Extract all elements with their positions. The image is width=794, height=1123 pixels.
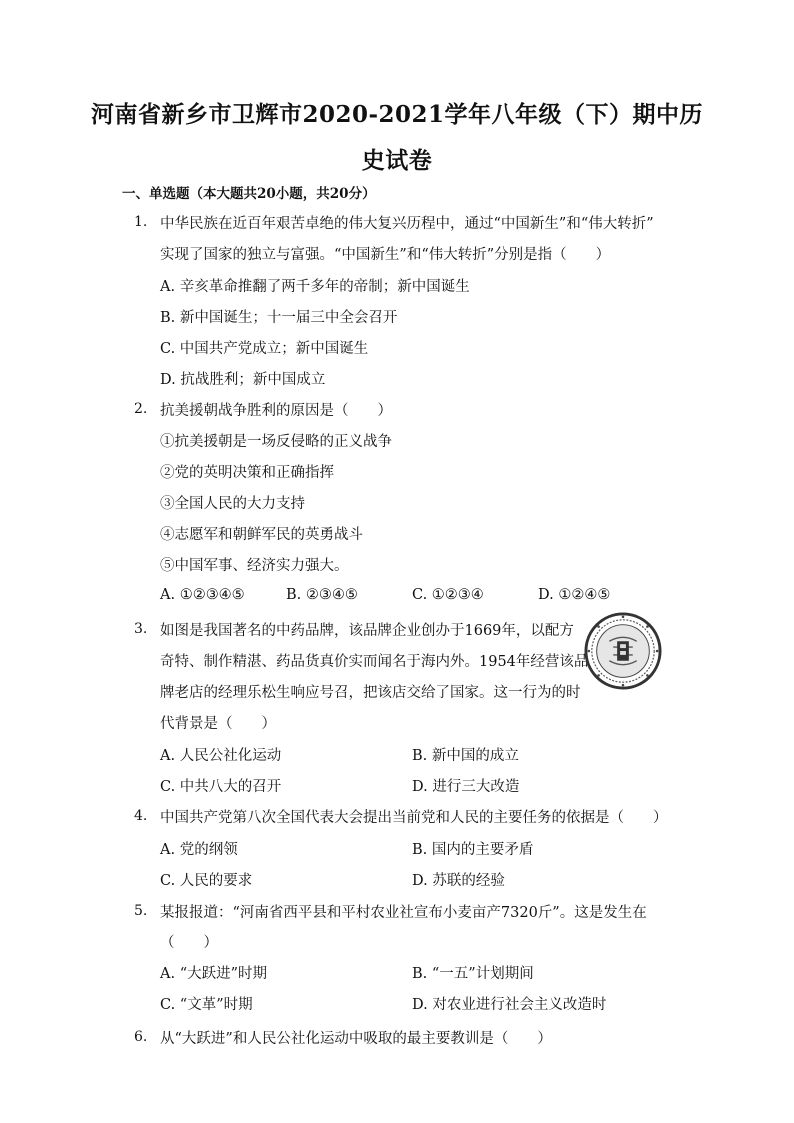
statement-item: ③全国人民的大力支持 (160, 496, 305, 512)
option-b: B. “一五”计划期间 (412, 966, 534, 982)
option-c: C. 中国共产党成立；新中国诞生 (160, 341, 369, 357)
question-text-line: 中国共产党第八次全国代表大会提出当前党和人民的主要任务的依据是（ ） (160, 810, 668, 826)
option-d: D. 苏联的经验 (412, 873, 505, 889)
question-number: 5. (134, 903, 148, 919)
option-d: D. ①②④⑤ (538, 587, 611, 603)
question-text-line: 从“大跃进”和人民公社化运动中吸取的最主要教训是（ ） (160, 1031, 552, 1047)
question-text-line: 实现了国家的独立与富强。“中国新生”和“伟大转折”分别是指（ ） (160, 247, 611, 263)
option-a: A. 人民公社化运动 (160, 748, 282, 764)
option-d: D. 抗战胜利；新中国成立 (160, 372, 326, 388)
section-heading: 一、单选题（本大题共20小题，共20分） (122, 186, 376, 202)
option-a: A. 辛亥革命推翻了两千多年的帝制；新中国诞生 (160, 279, 470, 295)
question-text-line: 牌老店的经理乐松生响应号召，把该店交给了国家。这一行为的时 (160, 685, 581, 701)
question-text-line: 奇特、制作精湛、药品货真价实而闻名于海内外。1954年经营该品 (160, 654, 589, 670)
statement-item: ①抗美援朝是一场反侵略的正义战争 (160, 434, 392, 450)
option-b: B. 新中国诞生；十一届三中全会召开 (160, 310, 398, 326)
question-text-line: （ ） (160, 935, 218, 951)
option-b: B. 国内的主要矛盾 (412, 842, 534, 858)
question-number: 1. (134, 214, 148, 230)
question-text-line: 某报报道：“河南省西平县和平村农业社宣布小麦亩产7320斤”。这是发生在 (160, 905, 647, 921)
statement-item: ⑤中国军事、经济实力强大。 (160, 558, 349, 574)
option-d: D. 对农业进行社会主义改造时 (412, 997, 607, 1013)
option-a: A. 党的纲领 (160, 842, 238, 858)
question-number: 3. (134, 621, 148, 637)
option-d: D. 进行三大改造 (412, 779, 520, 795)
option-c: C. 人民的要求 (160, 873, 253, 889)
option-c: C. ①②③④ (412, 587, 484, 603)
option-b: B. ②③④⑤ (286, 587, 358, 603)
option-c: C. “文革”时期 (160, 997, 253, 1013)
option-b: B. 新中国的成立 (412, 748, 519, 764)
option-c: C. 中共八大的召开 (160, 779, 282, 795)
document-title-line-2: 史试卷 (361, 147, 433, 174)
statement-item: ②党的英明决策和正确指挥 (160, 465, 334, 481)
question-text-line: 抗美援朝战争胜利的原因是（ ） (160, 403, 392, 419)
question-text-line: 如图是我国著名的中药品牌，该品牌企业创办于1669年，以配方 (160, 623, 574, 639)
question-text-line: 中华民族在近百年艰苦卓绝的伟大复兴历程中，通过“中国新生”和“伟大转折” (160, 216, 654, 232)
option-a: A. ①②③④⑤ (160, 587, 245, 603)
document-title-line-1: 河南省新乡市卫辉市2020-2021学年八年级（下）期中历 (90, 101, 704, 128)
question-number: 2. (134, 401, 148, 417)
brand-seal-image (584, 612, 662, 690)
question-text-line: 代背景是（ ） (160, 716, 276, 732)
question-number: 6. (134, 1029, 148, 1045)
question-number: 4. (134, 808, 148, 824)
option-a: A. “大跃进”时期 (160, 966, 268, 982)
statement-item: ④志愿军和朝鲜军民的英勇战斗 (160, 527, 363, 543)
